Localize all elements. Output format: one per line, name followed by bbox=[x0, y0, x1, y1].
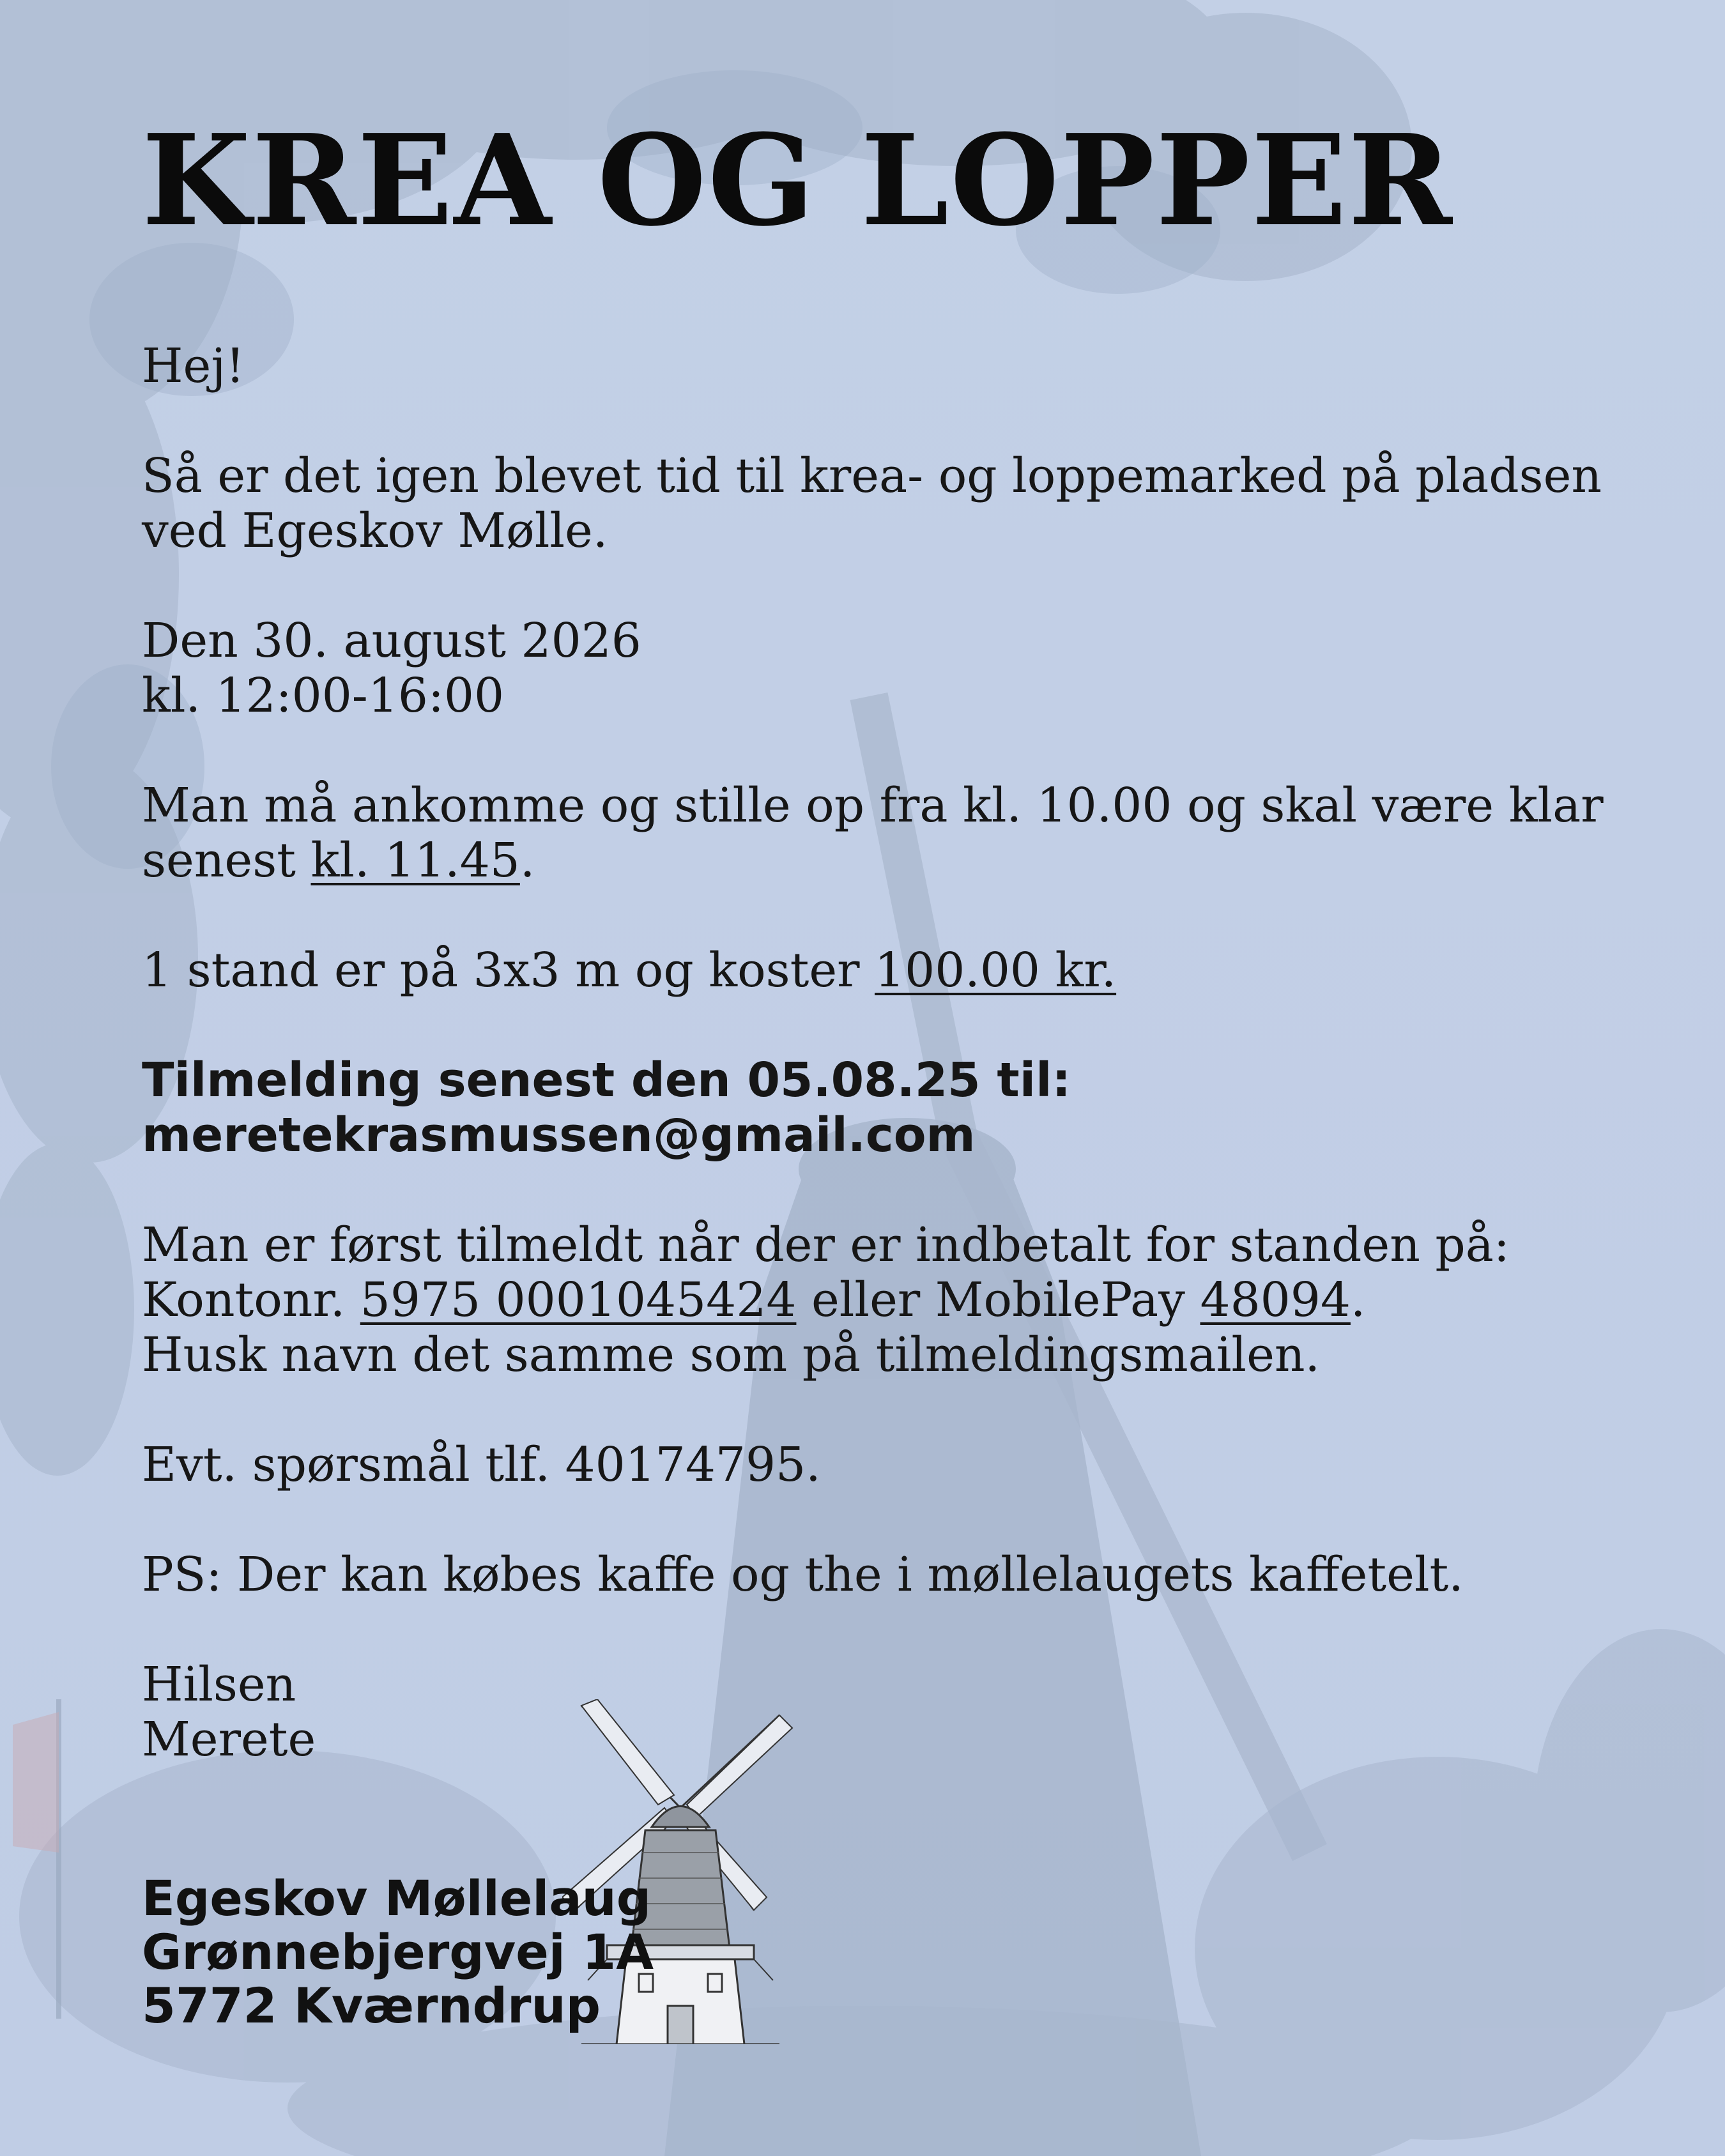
arrival-end: . bbox=[519, 833, 535, 888]
payment-line1: Man er først tilmeldt når der er indbetalt for standen på: bbox=[142, 1218, 1510, 1273]
event-time: kl. 12:00-16:00 bbox=[142, 668, 505, 723]
page-title: KREA OG LOPPER bbox=[142, 107, 1453, 254]
ps-paragraph: PS: Der kan købes kaffe og the i møllelaugets kaffetelt. bbox=[142, 1547, 1464, 1602]
intro-paragraph: Så er det igen blevet tid til krea- og loppemarked på pladsen ved Egeskov Mølle. bbox=[142, 448, 1602, 558]
address-street: Grønnebjergvej 1A bbox=[142, 1923, 654, 1980]
payment-end: . bbox=[1350, 1273, 1366, 1327]
arrival-text: Man må ankomme og stille op fra kl. 10.00 og skal være klar senest bbox=[142, 778, 1604, 888]
signoff-greeting: Hilsen bbox=[142, 1657, 296, 1712]
signoff bbox=[142, 1657, 1611, 1767]
signoff-name: Merete bbox=[142, 1712, 316, 1767]
address-city: 5772 Kværndrup bbox=[142, 1977, 601, 2034]
mobilepay-number: 48094 bbox=[1200, 1273, 1351, 1327]
address-block bbox=[142, 1872, 654, 2033]
greeting: Hej! bbox=[142, 339, 245, 394]
questions-paragraph: Evt. spørsmål tlf. 40174795. bbox=[142, 1437, 821, 1492]
payment-paragraph bbox=[142, 1218, 1611, 1382]
stand-text: 1 stand er på 3x3 m og koster bbox=[142, 943, 875, 998]
address-org: Egeskov Møllelaug bbox=[142, 1870, 652, 1927]
account-number: 5975 0001045424 bbox=[360, 1273, 797, 1327]
mobilepay-prefix: eller MobilePay bbox=[796, 1273, 1200, 1327]
registration-line: Tilmelding senest den 05.08.25 til: bbox=[142, 1053, 1071, 1108]
flyer-body bbox=[142, 339, 1611, 1822]
payment-line3: Husk navn det samme som på tilmeldingsmailen. bbox=[142, 1327, 1321, 1382]
stand-paragraph bbox=[142, 943, 1611, 998]
stand-price: 100.00 kr. bbox=[875, 943, 1117, 998]
registration-paragraph bbox=[142, 1053, 1611, 1163]
arrival-paragraph bbox=[142, 778, 1611, 888]
account-prefix: Kontonr. bbox=[142, 1273, 360, 1327]
arrival-deadline: kl. 11.45 bbox=[310, 833, 520, 888]
event-details bbox=[142, 613, 1611, 723]
registration-email[interactable]: meretekrasmussen@gmail.com bbox=[142, 1108, 976, 1163]
event-date: Den 30. august 2026 bbox=[142, 613, 641, 668]
